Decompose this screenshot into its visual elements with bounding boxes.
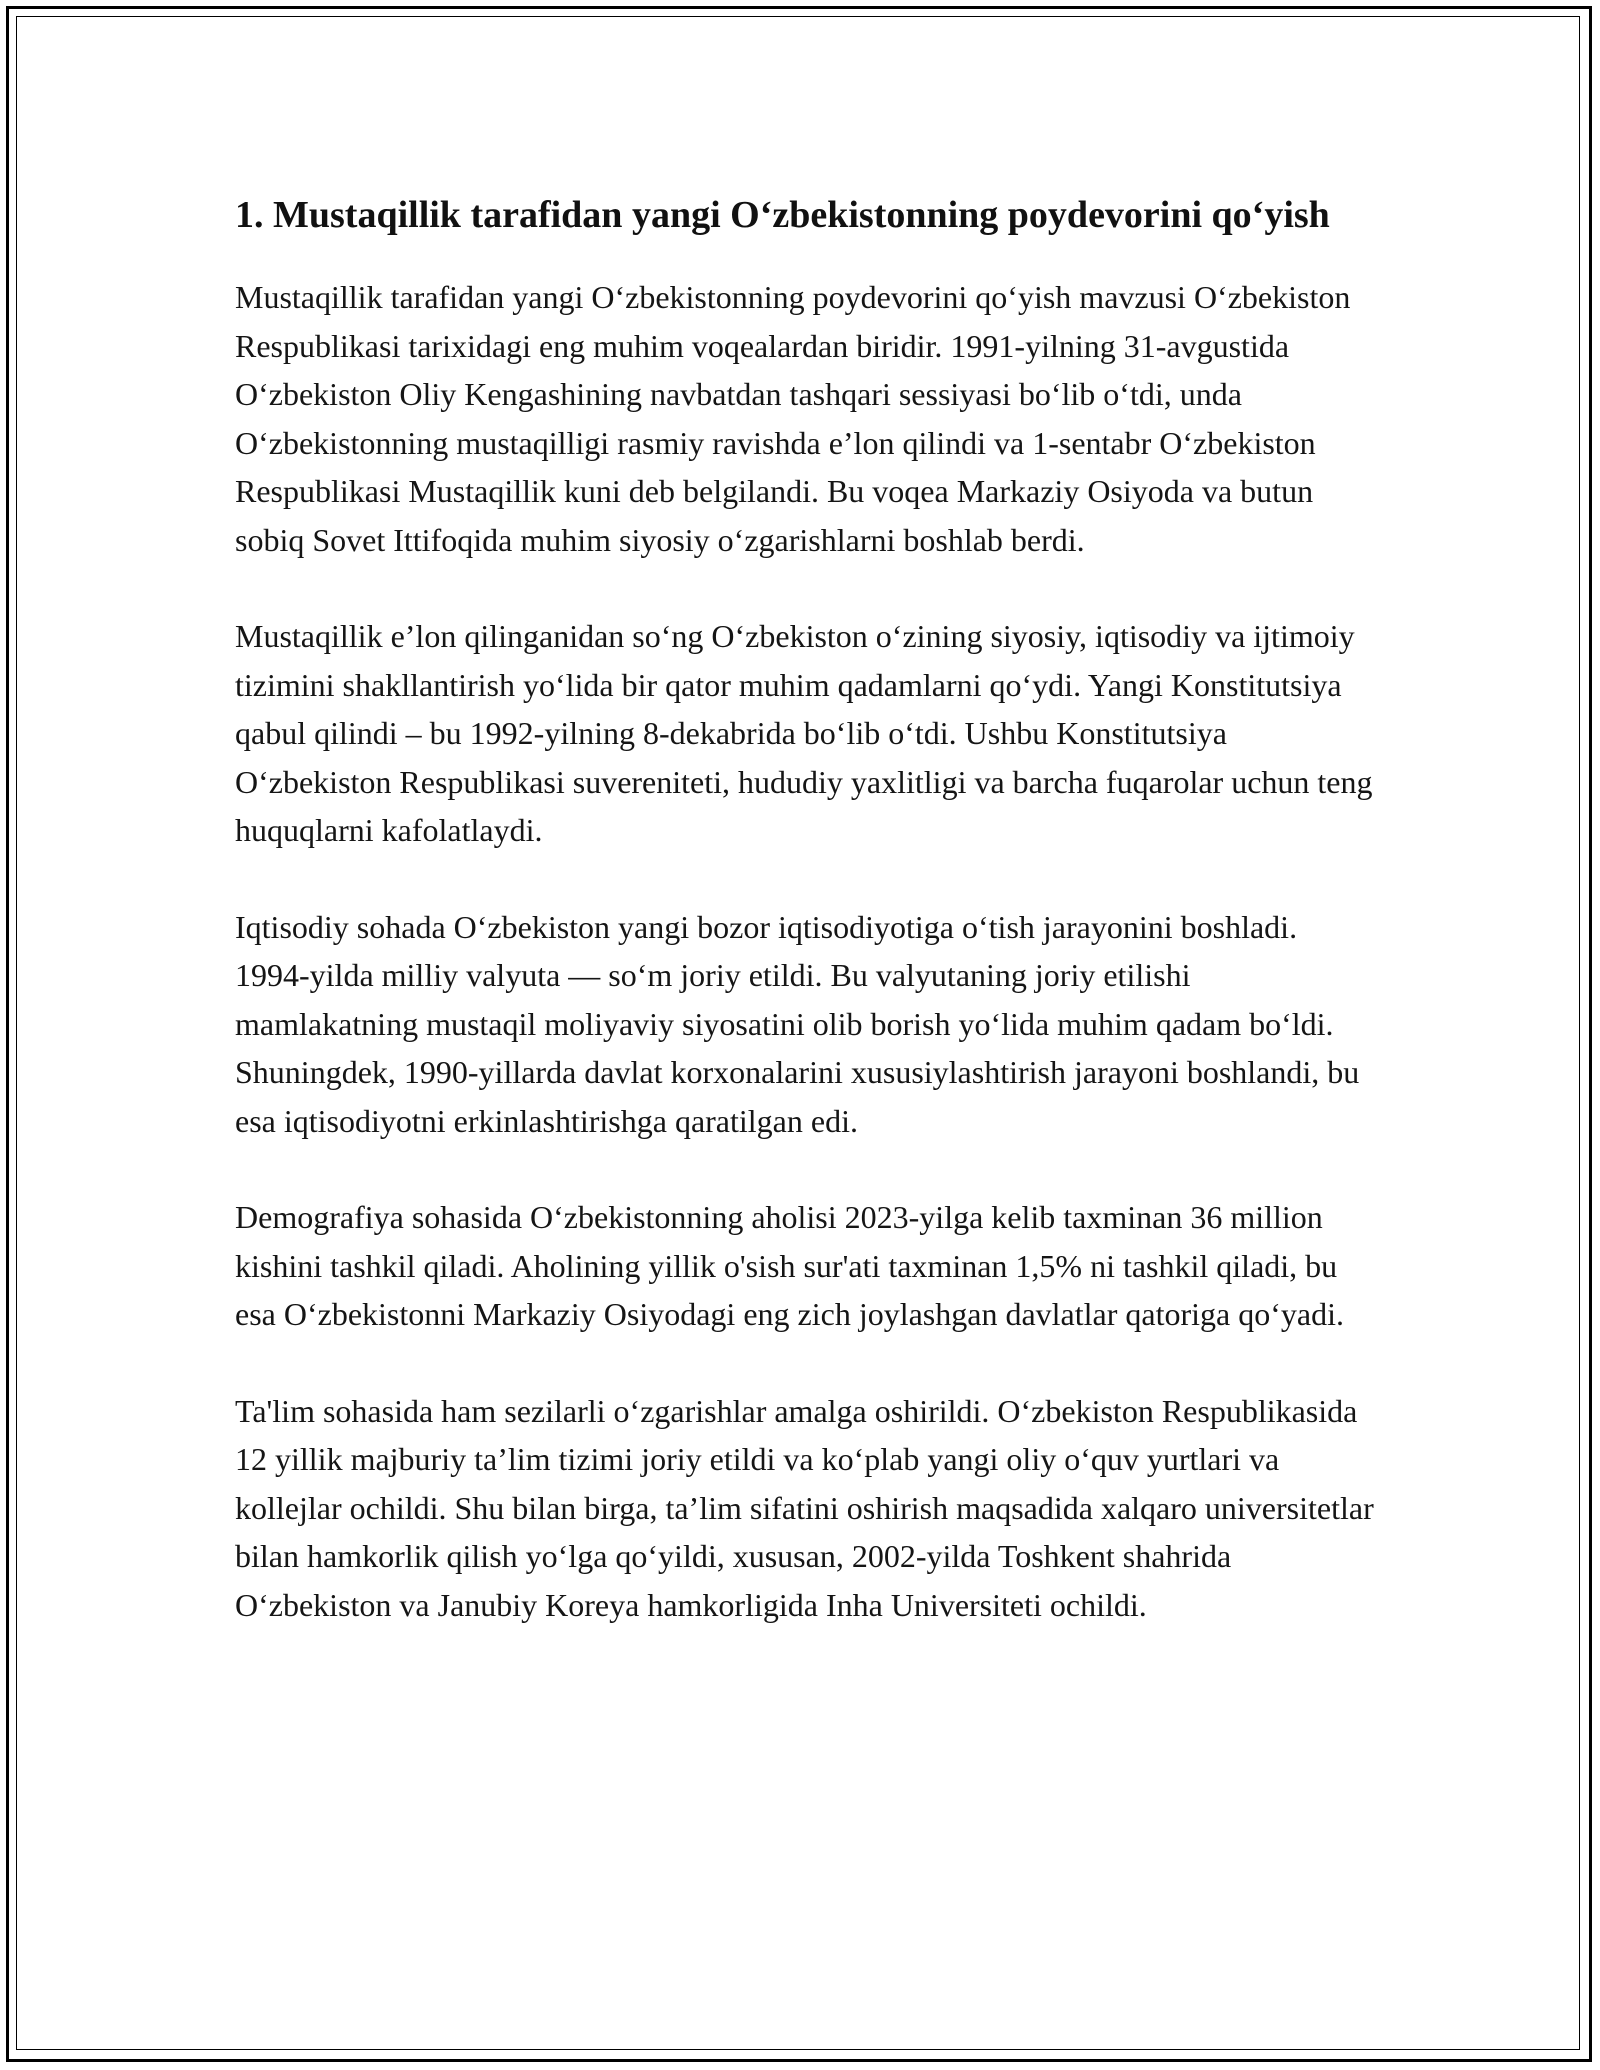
section-heading: 1. Mustaqillik tarafidan yangi O‘zbekistonning poydevorini qo‘yish xyxy=(235,194,1330,236)
paragraph-education: Ta'lim sohasida ham sezilarli o‘zgarishlar amalga oshirildi. O‘zbekiston Respublikasida 12 yillik majburiy ta’lim tizimi joriy etildi va ko‘plab yangi oliy o‘quv yurtlari va kollejlar ochildi. Shu bilan birga, ta’lim sifatini oshirish maqsadida xalqaro universitetlar bilan hamkorlik qilish yo‘lga qo‘yildi, xususan, 2002-yilda Toshkent shahrida O‘zbekiston va Janubiy Koreya hamkorligida Inha Universiteti ochildi. xyxy=(235,1392,1374,1623)
paragraph-economy: Iqtisodiy sohada O‘zbekiston yangi bozor iqtisodiyotiga o‘tish jarayonini boshladi. 1994-yilda milliy valyuta — so‘m joriy etildi. Bu valyutaning joriy etilishi mamlakatning mustaqil moliyaviy siyosatini olib borish yo‘lida muhim qadam bo‘ldi. Shuningdek, 1990-yillarda davlat korxonalarini xususiylashtirish jarayoni boshlandi, bu esa iqtisodiyotni erkinlashtirishga qaratilgan edi. xyxy=(235,908,1360,1139)
document-body xyxy=(235,188,1375,1677)
paragraph-independence: Mustaqillik tarafidan yangi O‘zbekistonning poydevorini qo‘yish mavzusi O‘zbekiston Respublikasi tarixidagi eng muhim voqealardan biridir. 1991-yilning 31-avgustida O‘zbekiston Oliy Kengashining navbatdan tashqari sessiyasi bo‘lib o‘tdi, unda O‘zbekistonning mustaqilligi rasmiy ravishda e’lon qilindi va 1-sentabr O‘zbekiston Respublikasi Mustaqillik kuni deb belgilandi. Bu voqea Markaziy Osiyoda va butun sobiq Sovet Ittifoqida muhim siyosiy o‘zgarishlarni boshlab berdi. xyxy=(235,279,1351,558)
paragraph-constitution: Mustaqillik e’lon qilinganidan so‘ng O‘zbekiston o‘zining siyosiy, iqtisodiy va ijtimoiy tizimini shakllantirish yo‘lida bir qator muhim qadamlarni qo‘ydi. Yangi Konstitutsiya qabul qilindi – bu 1992-yilning 8-dekabrida bo‘lib o‘tdi. Ushbu Konstitutsiya O‘zbekiston Respublikasi suvereniteti, hududiy yaxlitligi va barcha fuqarolar uchun teng huquqlarni kafolatlaydi. xyxy=(235,618,1373,848)
paragraph-demography: Demografiya sohasida O‘zbekistonning aholisi 2023-yilga kelib taxminan 36 million kishini tashkil qiladi. Aholining yillik o'sish sur'ati taxminan 1,5% ni tashkil qiladi, bu esa O‘zbekistonni Markaziy Osiyodagi eng zich joylashgan davlatlar qatoriga qo‘yadi. xyxy=(235,1199,1344,1332)
